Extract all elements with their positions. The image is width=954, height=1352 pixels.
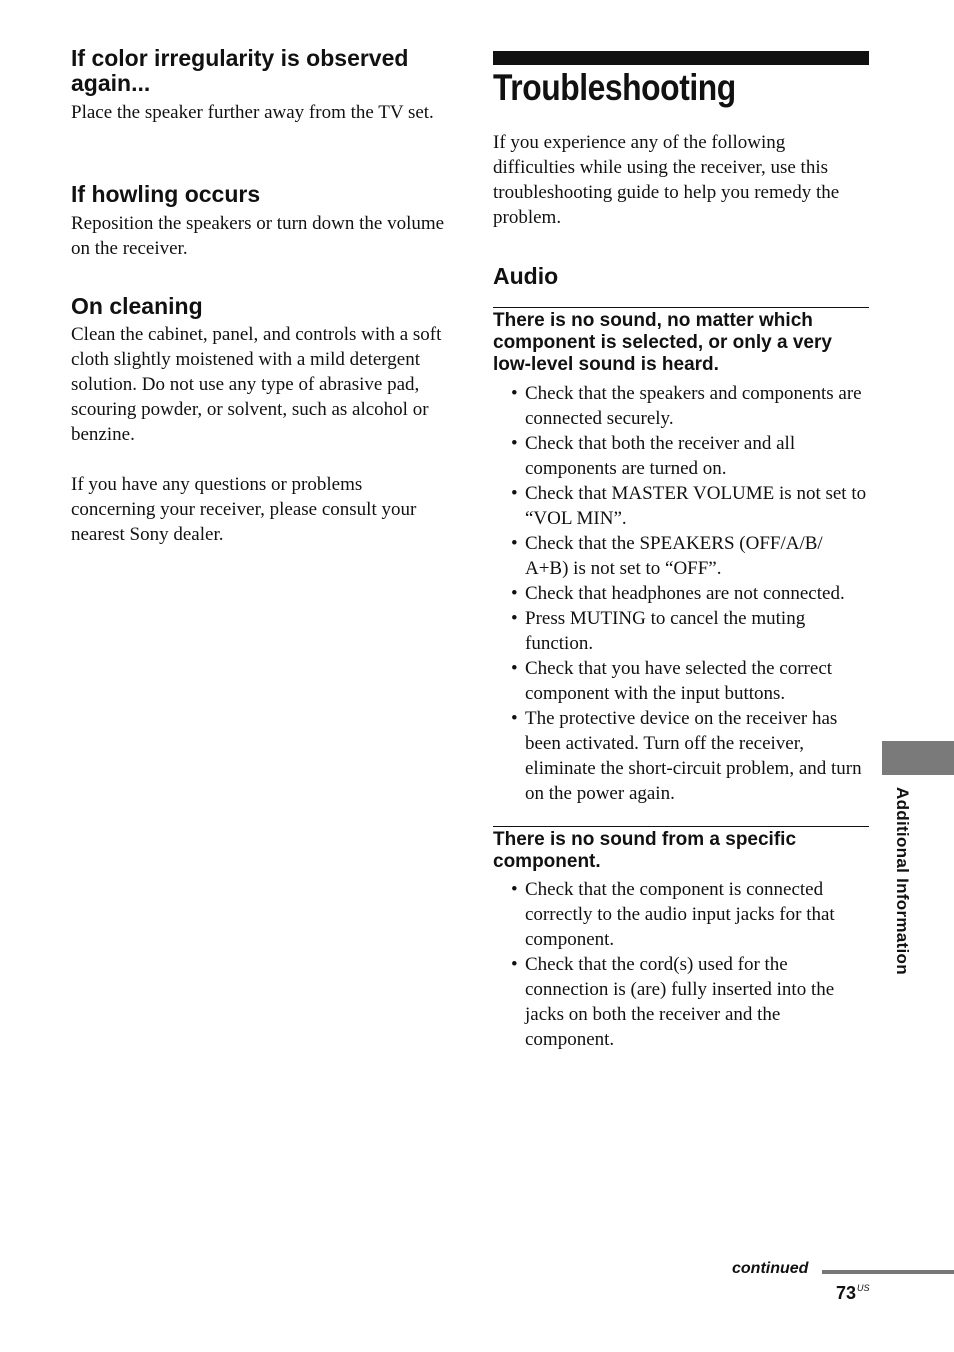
section-tab-label: Additional Information <box>893 787 912 975</box>
list-item <box>493 481 869 531</box>
section-heading-color-irregularity: If color irregularity is observed again... <box>71 45 409 96</box>
list-item <box>493 606 869 656</box>
divider-rule <box>493 826 869 827</box>
list-item-text: Check that the component is connected correctly to the audio input jacks for that component. <box>525 879 835 950</box>
bullet-glyph: • <box>511 708 518 729</box>
section-body-color-irregularity: Place the speaker further away from the TV set. <box>71 102 434 123</box>
page-number-value: 73 <box>836 1283 857 1303</box>
bullet-glyph: • <box>511 533 518 554</box>
list-item <box>493 706 869 806</box>
intro-paragraph: If you experience any of the following difficulties while using the receiver, use this troubleshooting guide to help you remedy the problem. <box>493 132 840 228</box>
audio-heading: Audio <box>493 263 559 289</box>
divider-rule <box>493 307 869 308</box>
list-item-text: Check that both the receiver and all components are turned on. <box>525 433 796 479</box>
list-item <box>493 656 869 706</box>
problem-heading-specific-component: There is no sound from a specific component. <box>493 829 797 872</box>
list-item-text: Check that the speakers and components are connected securely. <box>525 383 862 429</box>
list-item-text: The protective device on the receiver has been activated. Turn off the receiver, eliminate the short-circuit problem, and turn on the power again. <box>525 708 862 804</box>
list-item-text: Press MUTING to cancel the muting function. <box>525 608 806 654</box>
checklist-specific-component <box>493 877 869 1052</box>
list-item-text: Check that the cord(s) used for the connection is (are) fully inserted into the jacks on both the receiver and the component. <box>525 954 835 1050</box>
page-number-suffix: US <box>857 1283 870 1293</box>
bullet-glyph: • <box>511 954 518 975</box>
page-number <box>836 1283 870 1304</box>
bullet-glyph: • <box>511 608 518 629</box>
list-item-text: Check that MASTER VOLUME is not set to “VOL MIN”. <box>525 483 867 529</box>
list-item <box>493 581 869 606</box>
title-bar <box>493 51 869 65</box>
closing-paragraph: If you have any questions or problems concerning your receiver, please consult your nearest Sony dealer. <box>71 474 417 545</box>
problem-heading-no-sound: There is no sound, no matter which component is selected, or only a very low-level sound is heard. <box>493 310 832 375</box>
section-body-howling: Reposition the speakers or turn down the volume on the receiver. <box>71 213 445 259</box>
list-item <box>493 531 869 581</box>
section-heading-cleaning: On cleaning <box>71 293 203 319</box>
bullet-glyph: • <box>511 483 518 504</box>
section-body-cleaning: Clean the cabinet, panel, and controls with a soft cloth slightly moistened with a mild detergent solution. Do not use any type of abrasive pad, scouring powder, or solvent, such as alcohol or benzine. <box>71 324 442 445</box>
list-item-text: Check that the SPEAKERS (OFF/A/B/ A+B) is not set to “OFF”. <box>525 533 823 579</box>
list-item <box>493 877 869 952</box>
list-item <box>493 381 869 431</box>
section-heading-howling: If howling occurs <box>71 181 261 207</box>
list-item <box>493 431 869 481</box>
bullet-glyph: • <box>511 879 518 900</box>
bullet-glyph: • <box>511 383 518 404</box>
section-tab-marker <box>882 741 954 775</box>
page-title: Troubleshooting <box>493 67 736 108</box>
continued-bar <box>822 1270 954 1274</box>
bullet-glyph: • <box>511 583 518 604</box>
bullet-glyph: • <box>511 433 518 454</box>
bullet-glyph: • <box>511 658 518 679</box>
list-item-text: Check that headphones are not connected. <box>525 583 845 604</box>
checklist-no-sound <box>493 381 869 806</box>
list-item-text: Check that you have selected the correct component with the input buttons. <box>525 658 833 704</box>
continued-label: continued <box>732 1260 809 1277</box>
list-item <box>493 952 869 1052</box>
